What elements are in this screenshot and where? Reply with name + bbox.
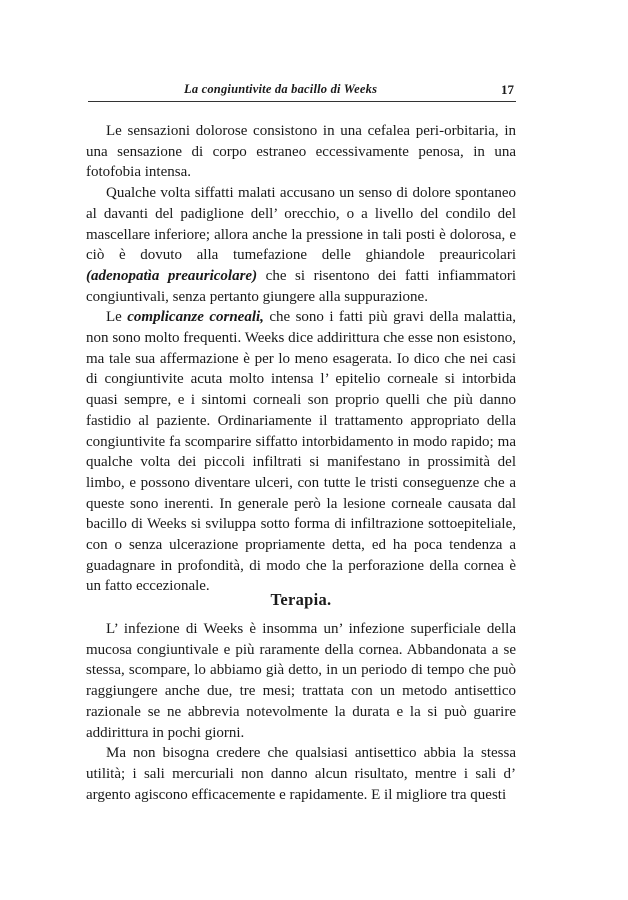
paragraph: Qualche volta siffatti malati accusano un senso di dolore spontaneo al davanti del padiglione dell’ orecchio, o a livello del condilo del mascellare inferiore; allora anche la pressione in tali posti è dolorosa, e ciò è dovuto alla tumefazione delle ghiandole preauricolari (adenopatìa preauricolare) che si risentono dei fatti infiammatori congiuntivali, senza pertanto giungere alla suppurazione. (86, 185, 516, 305)
paragraph: Le sensazioni dolorose consistono in una cefalea peri-orbitaria, in una sensazione di corpo estraneo eccessivamente penosa, in una fotofobia intensa. (86, 123, 516, 181)
paragraph: L’ infezione di Weeks è insomma un’ infezione superficiale della mucosa congiuntivale e più raramente della cornea. Abbandonata a se stessa, scompare, lo abbiamo già detto, in un periodo di tempo che può raggiungere anche due, tre mesi; trattata con un metodo antisettico razionale se ne abbrevia notevolmente la durata e la si può guarire addirittura in pochi giorni. (86, 621, 516, 741)
header-rule (88, 101, 516, 102)
section-symptoms (86, 121, 516, 597)
paragraph: Ma non bisogna credere che qualsiasi antisettico abbia la stessa utilità; i sali mercuriali non danno alcun risultato, mentre i sali d’ argento agiscono efficacemente e rapidamente. E il migliore tra questi (86, 745, 516, 803)
section-heading: Terapia. (270, 590, 332, 609)
running-title: La congiuntivite da bacillo di Weeks (184, 82, 378, 96)
section-therapy (86, 619, 516, 805)
emphasis: (adenopatìa preauricolare) (86, 267, 258, 284)
paragraph: Le complicanze corneali, che sono i fatti più gravi della malattia, non sono molto frequenti. Weeks dice addirittura che esse non esistono, ma tale sua affermazione è per lo meno esagerata. Io dico che nei casi di congiuntivite acuta molto intensa l’ epitelio corneale si intorbida quasi sempre, e i sintomi corneali son proprio quelli che più danno fastidio al paziente. Ordinariamente il trattamento appropriato della congiuntivite fa scomparire siffatto intorbidamento in modo rapido; ma qualche volta dei piccoli infiltrati si manifestano in prossimità del limbo, e possono diventare ulceri, con tutte le tristi conseguenze che a queste sono inerenti. In generale però la lesione corneale causata dal bacillo di Weeks si sviluppa sotto forma di infiltrazione sottoepiteliale, con o senza ulcerazione propriamente detta, ed ha poca tendenza a guadagnare in profondità, di modo che la perforazione della cornea è un fatto eccezionale. (86, 309, 516, 595)
page-header (88, 80, 516, 102)
emphasis: complicanze corneali, (127, 309, 264, 326)
page-number: 17 (501, 82, 514, 97)
